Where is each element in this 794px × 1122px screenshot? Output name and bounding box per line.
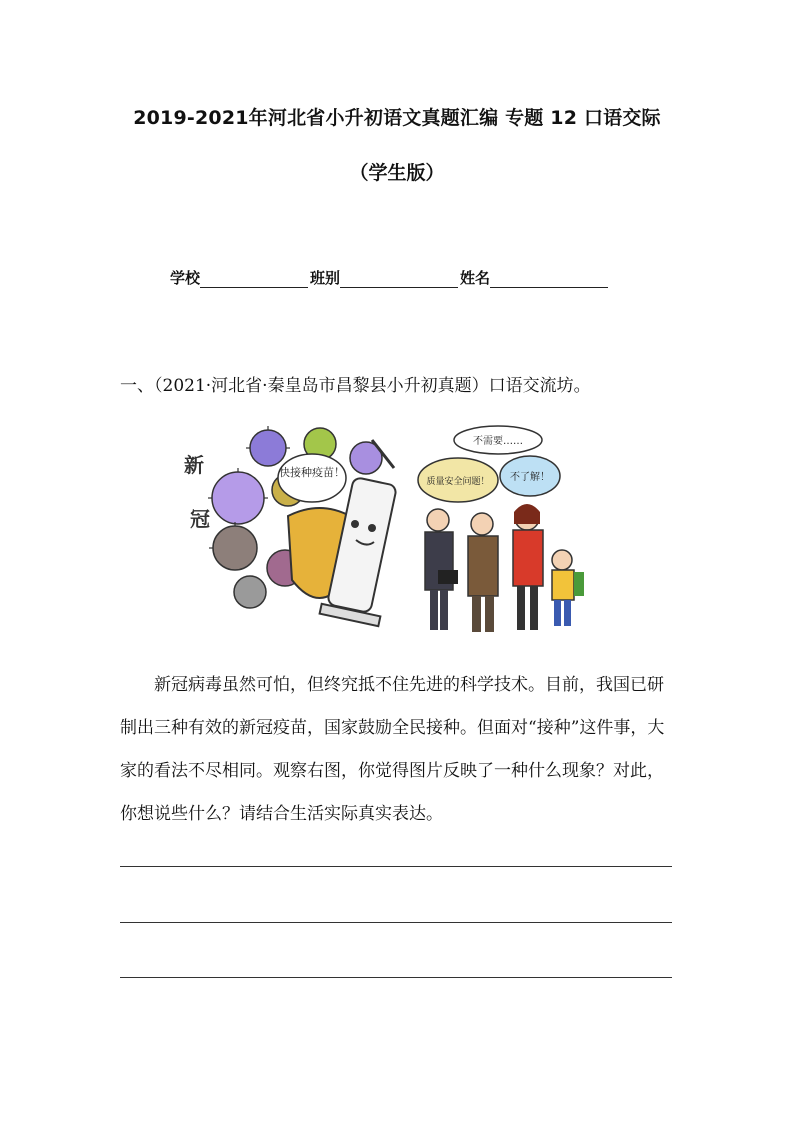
illus-side-text-1: 新 (184, 453, 204, 477)
school-label: 学校 (170, 269, 201, 287)
page-title: 2019-2021年河北省小升初语文真题汇编 专题 12 口语交际 (133, 107, 661, 129)
answer-line-2[interactable] (120, 922, 672, 923)
class-label: 班别 (310, 269, 341, 287)
answer-line-3[interactable] (120, 977, 672, 978)
page-subtitle: （学生版） (349, 162, 445, 184)
bubble-syringe-text: 快接种疫苗！ (279, 466, 345, 479)
student-info-row (170, 267, 610, 288)
school-blank[interactable] (200, 271, 308, 288)
vaccine-cartoon-illustration (180, 420, 600, 642)
illus-side-text-2: 冠 (190, 507, 210, 531)
name-blank[interactable] (490, 271, 608, 288)
question-text: 新冠病毒虽然可怕，但终究抵不住先进的科学技术。目前，我国已研制出三种有效的新冠疫苗，国家鼓励全民接种。但面对“接种”这件事，大家的看法不尽相同。观察右图，你觉得图片反映了一种什么现象？对此，你想说些什么？请结合生活实际真实表达。 (120, 675, 665, 824)
answer-line-1[interactable] (120, 866, 672, 867)
question-heading: 一、（2021·河北省·秦皇岛市昌黎县小升初真题）口语交流坊。 (120, 376, 591, 396)
bubble-right-text: 不了解！ (510, 472, 550, 483)
name-label: 姓名 (460, 269, 491, 287)
question-paragraph (120, 664, 680, 836)
class-blank[interactable] (340, 271, 458, 288)
people-group-figure (425, 504, 584, 632)
bubble-top-text: 不需要…… (473, 436, 523, 447)
bubble-left-text: 质量安全问题！ (426, 477, 490, 487)
